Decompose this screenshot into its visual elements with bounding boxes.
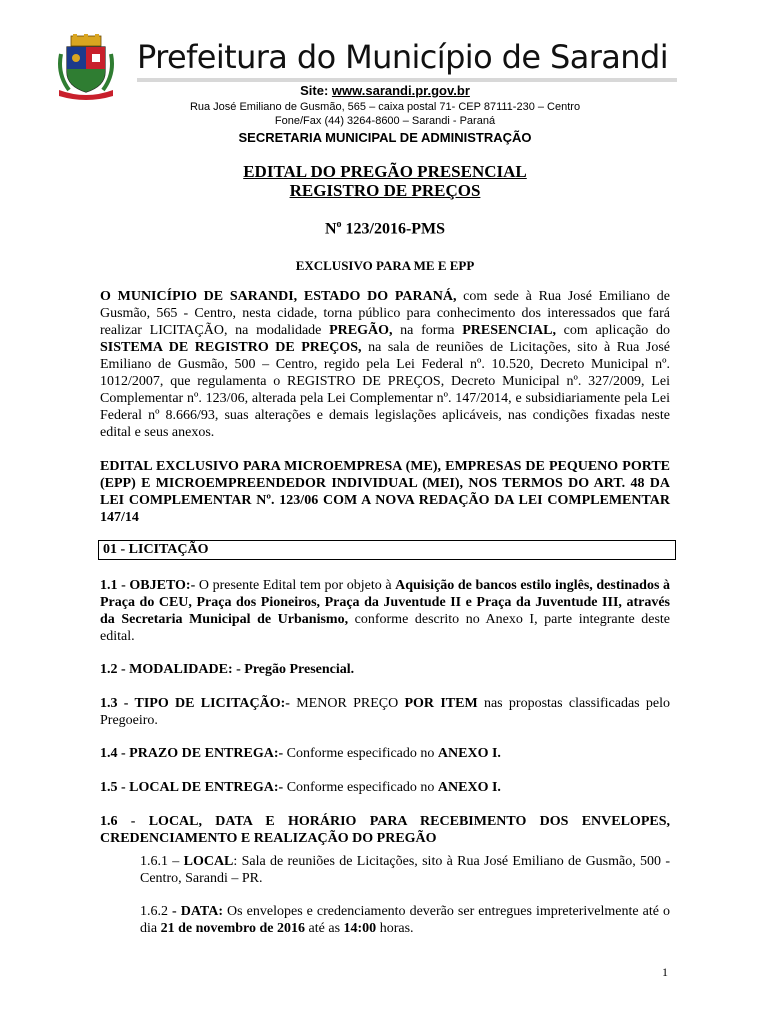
item-1-6-1-label: LOCAL [183, 854, 234, 869]
intro-bold-2: PREGÃO, [329, 323, 393, 338]
numero-prefix: N [324, 220, 337, 238]
item-1-1-text-2: conforme descrito no Anexo I, parte integrante deste edital. [100, 612, 671, 644]
item-1-6-2-number: 1.6.2 [140, 904, 173, 919]
section-01-box [98, 540, 676, 560]
item-1-4-text: Conforme especificado no [283, 746, 438, 761]
title-underline-bar [137, 78, 677, 82]
item-1-1-bold: Aquisição de bancos estilo inglês, destinados à Praça do CEU, Praça dos Pioneiros, Praça da Juventude II e Praça da Juventude III, através da Secretaria Municipal de Urbanismo, [100, 578, 670, 627]
intro-bold-4: SISTEMA DE REGISTRO DE PREÇOS, [100, 340, 362, 355]
item-1-3-text-1: MENOR PREÇO [289, 696, 405, 711]
item-1-5 [100, 779, 670, 796]
item-1-6-2-text-1: Os envelopes e credenciamento deverão ser entregues impreterivelmente até o dia [140, 904, 671, 936]
intro-paragraph [100, 288, 670, 441]
item-1-6-2-time: 14:00 [343, 921, 377, 936]
item-1-2-text: 1.2 - MODALIDADE: - Pregão Presencial. [100, 662, 355, 677]
item-1-6-1-text: : Sala de reuniões de Licitações, sito à Rua José Emiliano de Gusmão, 500 - Centro, Sarandi – PR. [140, 854, 670, 886]
prefeitura-title: Prefeitura do Município de Sarandi [137, 38, 668, 76]
item-1-1-text-1: O presente Edital tem por objeto à [195, 578, 396, 593]
item-1-6-heading: 1.6 - LOCAL, DATA E HORÁRIO PARA RECEBIMENTO DOS ENVELOPES, CREDENCIAMENTO E REALIZAÇÃO DO PREGÃO [100, 814, 670, 846]
item-1-6-1 [140, 853, 670, 887]
edital-title: EDITAL DO PREGÃO PRESENCIAL [243, 162, 527, 181]
item-1-4-label: 1.4 - PRAZO DE ENTREGA:- [100, 746, 284, 761]
site-label: Site: [300, 83, 329, 98]
intro-bold-3: PRESENCIAL, [462, 323, 556, 338]
item-1-4 [100, 745, 670, 762]
address-line-1: Rua José Emiliano de Gusmão, 565 – caixa postal 71- CEP 87111-230 – Centro [189, 101, 581, 113]
intro-text-4: na sala de reuniões de Licitações, sito à Rua José Emiliano de Gusmão, 500 – Centro, regido pela Lei Federal nº. 10.520, Decreto Municipal nº. 1012/2007, que regulamenta o REGISTRO DE PREÇOS, Decreto Municipal nº. 327/2009, Lei Complementar nº. 123/06, alterada pela Lei Complementar nº. 147/2014, e subsidiariamente pela Lei Federal nº 8.666/93, suas alterações e demais legislações aplicáveis, nas condições fixadas neste edital e seus anexos. [100, 340, 671, 440]
intro-bold-1: O MUNICÍPIO DE SARANDI, ESTADO DO PARANÁ, [100, 289, 457, 304]
item-1-3 [100, 695, 670, 729]
item-1-3-label: 1.3 - TIPO DE LICITAÇÃO:- [100, 696, 290, 711]
address-line-2: Fone/Fax (44) 3264-8600 – Sarandi - Paraná [274, 115, 496, 127]
section-01-heading: 01 - LICITAÇÃO [103, 542, 209, 557]
exclusivo-paragraph: EDITAL EXCLUSIVO PARA MICROEMPRESA (ME), EMPRESAS DE PEQUENO PORTE (EPP) E MICROEMPREENDEDOR INDIVIDUAL (MEI), NOS TERMOS DO ART. 48 DA LEI COMPLEMENTAR Nº. 123/06 COM A NOVA REDAÇÃO DA LEI COMPLEMENTAR 147/14 [100, 459, 670, 525]
registro-title: REGISTRO DE PREÇOS [289, 181, 481, 200]
item-1-6-1-number: 1.6.1 – [140, 854, 184, 869]
item-1-5-label: 1.5 - LOCAL DE ENTREGA:- [100, 780, 284, 795]
item-1-6-2 [140, 903, 670, 937]
item-1-6-2-label: - DATA: [172, 904, 224, 919]
item-1-4-anexo: ANEXO I. [437, 746, 501, 761]
item-1-3-text-2: nas propostas classificadas pelo Pregoeiro. [100, 696, 670, 728]
exclusivo-heading: EXCLUSIVO PARA ME E EPP [295, 258, 475, 273]
numero-superscript: o [336, 219, 342, 230]
item-1-2 [100, 661, 670, 678]
item-1-1 [100, 577, 670, 645]
site-line [0, 83, 770, 98]
intro-text-1: com sede à Rua José Emiliano de Gusmão, 565 - Centro, nesta cidade, torna público para conhecimento dos interessados que fará realizar LICITAÇÃO, na modalidade [100, 289, 670, 338]
intro-text-2: na forma [392, 323, 463, 338]
item-1-5-anexo: ANEXO I. [437, 780, 501, 795]
page-number: 1 [662, 965, 668, 979]
numero-value: 123/2016-PMS [341, 220, 446, 238]
item-1-6-2-text-2: até as [305, 921, 344, 936]
item-1-3-bold: POR ITEM [404, 696, 478, 711]
item-1-6-2-date: 21 de novembro de 2016 [160, 921, 306, 936]
secretaria-heading: SECRETARIA MUNICIPAL DE ADMINISTRAÇÃO [238, 130, 532, 145]
site-link[interactable]: www.sarandi.pr.gov.br [331, 83, 470, 98]
intro-text-3: com aplicação do [555, 323, 670, 338]
edital-number [0, 219, 770, 238]
item-1-1-label: 1.1 - OBJETO:- [100, 578, 196, 593]
item-1-5-text: Conforme especificado no [283, 780, 438, 795]
letterhead [0, 0, 770, 150]
item-1-6-2-text-3: horas. [376, 921, 414, 936]
